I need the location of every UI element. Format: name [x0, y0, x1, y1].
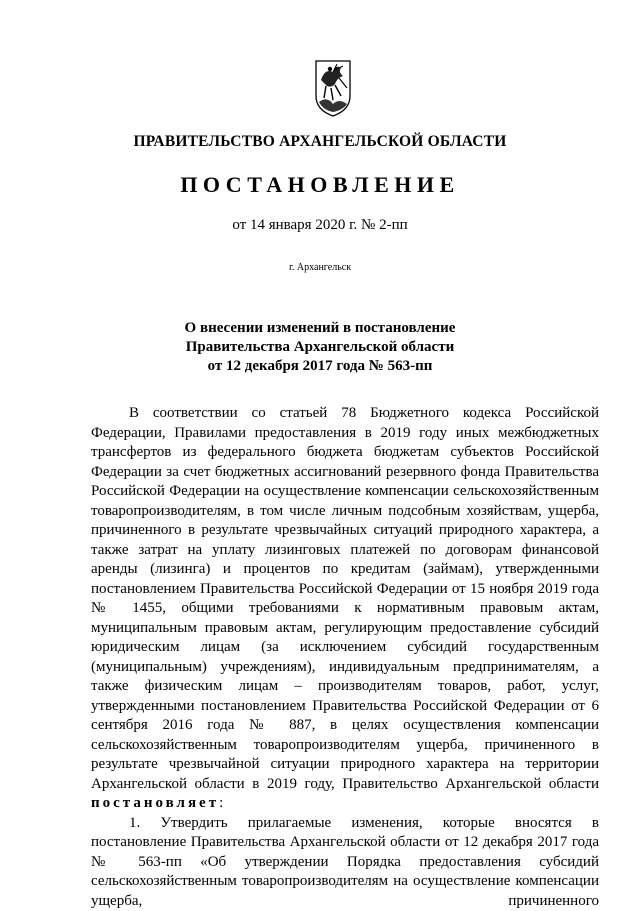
- item-1-paragraph: 1. Утвердить прилагаемые изменения, которые вносятся в постановление Правительства Архангельской области от 12 декабря 2017 года № 563-пп «Об утверждении Порядка предоставления субсидий сельскохозяйственным товаропроизводителям на осуществление компенсации ущерба, причиненного: [91, 814, 599, 911]
- title-line: от 12 декабря 2017 года № 563-пп: [0, 357, 640, 376]
- resolve-word: постановляет: [91, 795, 219, 811]
- title-line: О внесении изменений в постановление: [0, 319, 640, 338]
- document-city: г. Архангельск: [0, 262, 640, 273]
- document-type: ПОСТАНОВЛЕНИЕ: [0, 172, 640, 198]
- title-line: Правительства Архангельской области: [0, 338, 640, 357]
- resolve-colon: :: [219, 795, 223, 811]
- arkhangelsk-coat-of-arms-icon: [313, 58, 353, 118]
- document-date-number: от 14 января 2020 г. № 2-пп: [0, 217, 640, 234]
- organization-name: ПРАВИТЕЛЬСТВО АРХАНГЕЛЬСКОЙ ОБЛАСТИ: [0, 133, 640, 151]
- preamble-text: В соответствии со статьей 78 Бюджетного кодекса Российской Федерации, Правилами предоставления в 2019 году иных межбюджетных трансфертов из федерального бюджета бюджетам субъектов Российской Федерации за счет бюджетных ассигнований резервного фонда Правительства Российской Федерации на осуществление компенсации сельскохозяйственным товаропроизводителям, в том числе личным подсобным хозяйствам, ущерба, причиненного в результате чрезвычайных ситуаций природного характера, а также затрат на уплату лизинговых платежей по договорам финансовой аренды (лизинга) и процентов по кредитам (займам), утвержденными постановлением Правительства Российской Федерации от 15 ноября 2019 года № 1455, общими требованиями к нормативным правовым актам, муниципальным правовым актам, регулирующим предоставление субсидий юридическим лицам (за исключением субсидий государственным (муниципальным) учреждениям), индивидуальным предпринимателям, а также физическим лицам – производителям товаров, работ, услуг, утвержденными постановлением Правительства Российской Федерации от 6 сентября 2016 года № 887, в целях осуществления компенсации сельскохозяйственным товаропроизводителям ущерба, причиненного в результате чрезвычайной ситуации природного характера на территории Архангельской области в 2019 году, Правительство Архангельской области: [91, 405, 599, 792]
- document-title: [0, 319, 640, 376]
- preamble-paragraph: [91, 404, 599, 814]
- document-body: [91, 404, 599, 911]
